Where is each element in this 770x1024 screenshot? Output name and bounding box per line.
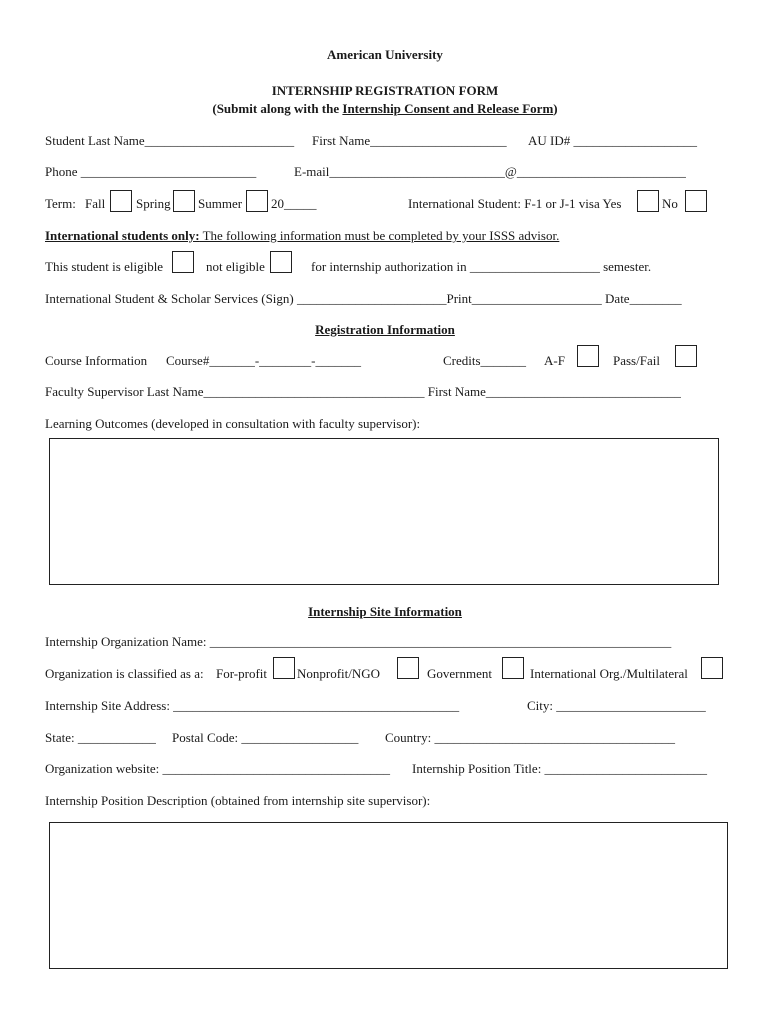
site-address-field[interactable]: Internship Site Address: ____________________________________________ bbox=[45, 698, 460, 713]
isss-heading-bold: International students only: bbox=[45, 228, 200, 243]
government-checkbox[interactable] bbox=[502, 657, 524, 679]
form-title: INTERNSHIP REGISTRATION FORM bbox=[271, 83, 499, 98]
term-fall-checkbox[interactable] bbox=[110, 190, 132, 212]
not-eligible-label: not eligible bbox=[206, 259, 265, 274]
classified-label: Organization is classified as a: bbox=[45, 666, 204, 681]
isss-heading-rest: The following information must be completed by your ISSS advisor. bbox=[199, 228, 560, 243]
isss-heading bbox=[45, 228, 559, 244]
student-last-name-field[interactable]: Student Last Name_______________________ bbox=[45, 133, 295, 148]
grade-af-checkbox[interactable] bbox=[577, 345, 599, 367]
term-spring-label: Spring bbox=[136, 196, 171, 211]
pass-fail-label: Pass/Fail bbox=[613, 353, 660, 368]
city-field[interactable]: City: _______________________ bbox=[527, 698, 706, 713]
submit-note bbox=[0, 101, 770, 117]
organization-name-field[interactable]: Internship Organization Name: _______________________________________________________________________ bbox=[45, 634, 672, 649]
first-name-field[interactable]: First Name_____________________ bbox=[312, 133, 507, 148]
consent-form-link[interactable]: Internship Consent and Release Form bbox=[342, 101, 554, 116]
position-description-label: Internship Position Description (obtained from internship site supervisor): bbox=[45, 793, 431, 808]
authorization-semester-field[interactable]: for internship authorization in ____________________ semester. bbox=[311, 259, 652, 274]
term-year-field[interactable]: 20_____ bbox=[271, 196, 317, 211]
au-id-field[interactable]: AU ID# ___________________ bbox=[528, 133, 697, 148]
university-name: American University bbox=[327, 47, 443, 62]
learning-outcomes-label: Learning Outcomes (developed in consultation with faculty supervisor): bbox=[45, 416, 421, 431]
eligible-label: This student is eligible bbox=[45, 259, 164, 274]
course-info-label: Course Information bbox=[45, 353, 148, 368]
term-label: Term: bbox=[45, 196, 76, 211]
course-number-field[interactable]: Course#_______-________-_______ bbox=[166, 353, 361, 368]
nonprofit-checkbox[interactable] bbox=[397, 657, 419, 679]
term-summer-label: Summer bbox=[198, 196, 243, 211]
term-fall-label: Fall bbox=[85, 196, 106, 211]
term-summer-checkbox[interactable] bbox=[246, 190, 268, 212]
site-heading: Internship Site Information bbox=[308, 604, 462, 619]
registration-heading: Registration Information bbox=[315, 322, 455, 337]
country-field[interactable]: Country: _____________________________________ bbox=[385, 730, 675, 745]
phone-field[interactable]: Phone ___________________________ bbox=[45, 164, 257, 179]
eligible-checkbox[interactable] bbox=[172, 251, 194, 273]
email-field[interactable]: E-mail___________________________@__________________________ bbox=[294, 164, 686, 179]
government-label: Government bbox=[427, 666, 492, 681]
grade-af-label: A-F bbox=[544, 353, 565, 368]
pass-fail-checkbox[interactable] bbox=[675, 345, 697, 367]
organization-website-field[interactable]: Organization website: ___________________________________ bbox=[45, 761, 390, 776]
for-profit-label: For-profit bbox=[216, 666, 268, 681]
position-description-textarea[interactable] bbox=[49, 822, 728, 969]
postal-code-field[interactable]: Postal Code: __________________ bbox=[172, 730, 359, 745]
nonprofit-label: Nonprofit/NGO bbox=[297, 666, 381, 681]
submit-prefix: (Submit along with the bbox=[212, 101, 343, 116]
isss-sign-print-date-fields[interactable]: International Student & Scholar Services (Sign) _______________________Print____________________ Date________ bbox=[45, 291, 682, 306]
term-spring-checkbox[interactable] bbox=[173, 190, 195, 212]
for-profit-checkbox[interactable] bbox=[273, 657, 295, 679]
visa-yes-checkbox[interactable] bbox=[637, 190, 659, 212]
credits-field[interactable]: Credits_______ bbox=[443, 353, 527, 368]
state-field[interactable]: State: ____________ bbox=[45, 730, 156, 745]
faculty-supervisor-fields[interactable]: Faculty Supervisor Last Name__________________________________ First Name______________________________ bbox=[45, 384, 681, 399]
submit-suffix: ) bbox=[553, 101, 558, 116]
learning-outcomes-textarea[interactable] bbox=[49, 438, 719, 585]
position-title-field[interactable]: Internship Position Title: _________________________ bbox=[412, 761, 708, 776]
international-org-checkbox[interactable] bbox=[701, 657, 723, 679]
visa-no-label: No bbox=[662, 196, 678, 211]
international-student-label: International Student: F-1 or J-1 visa Yes bbox=[408, 196, 622, 211]
visa-no-checkbox[interactable] bbox=[685, 190, 707, 212]
not-eligible-checkbox[interactable] bbox=[270, 251, 292, 273]
international-org-label: International Org./Multilateral bbox=[530, 666, 688, 681]
